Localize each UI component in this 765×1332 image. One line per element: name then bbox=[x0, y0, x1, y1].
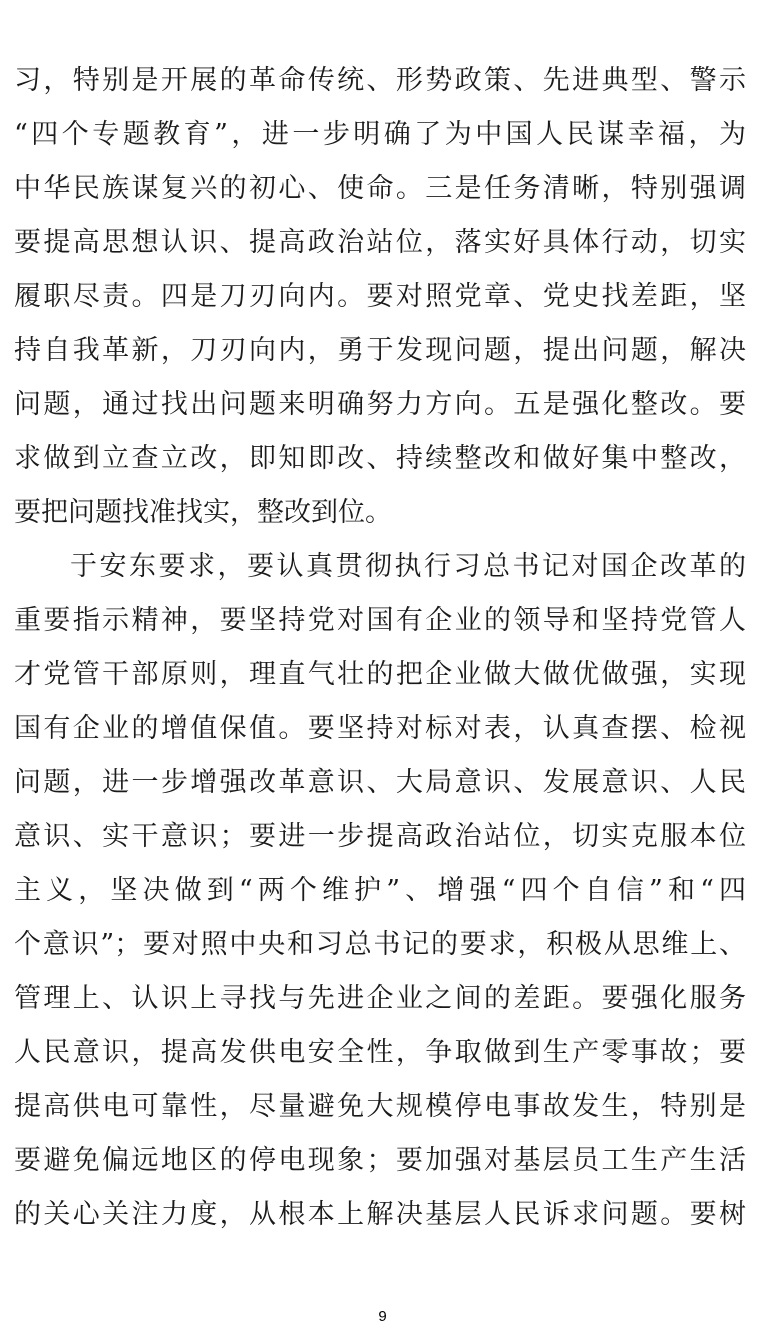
text-line: 人民意识，提高发供电安全性，争取做到生产零事故；要 bbox=[14, 1037, 746, 1068]
text-line: 的关心关注力度，从根本上解决基层人民诉求问题。要树 bbox=[14, 1199, 746, 1230]
text-line: 要避免偏远地区的停电现象；要加强对基层员工生产生活 bbox=[14, 1145, 746, 1176]
text-line: 国有企业的增值保值。要坚持对标对表，认真查摆、检视 bbox=[14, 713, 746, 744]
text-line: 求做到立查立改，即知即改、持续整改和做好集中整改， bbox=[14, 443, 746, 474]
text-line: “四个专题教育”，进一步明确了为中国人民谋幸福，为 bbox=[14, 119, 746, 150]
text-line: 习，特别是开展的革命传统、形势政策、先进典型、警示 bbox=[14, 65, 746, 96]
text-line: 履职尽责。四是刀刃向内。要对照党章、党史找差距，坚 bbox=[14, 281, 746, 312]
text-line: 问题，通过找出问题来明确努力方向。五是强化整改。要 bbox=[14, 389, 746, 420]
text-line: 提高供电可靠性，尽量避免大规模停电事故发生，特别是 bbox=[14, 1091, 746, 1122]
text-line: 问题，进一步增强改革意识、大局意识、发展意识、人民 bbox=[14, 767, 746, 798]
text-line: 中华民族谋复兴的初心、使命。三是任务清晰，特别强调 bbox=[14, 173, 746, 204]
text-line: 主义，坚决做到“两个维护”、增强“四个自信”和“四 bbox=[14, 875, 746, 906]
page-number: 9 bbox=[378, 1308, 387, 1325]
body-text bbox=[14, 54, 746, 1242]
paragraph-end-line: 要把问题找准找实，整改到位。 bbox=[14, 497, 392, 528]
text-line: 重要指示精神，要坚持党对国有企业的领导和坚持党管人 bbox=[14, 605, 746, 636]
paragraph-first-line: 于安东要求，要认真贯彻执行习总书记对国企改革的 bbox=[70, 551, 746, 582]
text-line: 要提高思想认识、提高政治站位，落实好具体行动，切实 bbox=[14, 227, 746, 258]
text-line: 个意识”；要对照中央和习总书记的要求，积极从思维上、 bbox=[14, 929, 746, 960]
text-line: 意识、实干意识；要进一步提高政治站位，切实克服本位 bbox=[14, 821, 746, 852]
text-line: 才党管干部原则，理直气壮的把企业做大做优做强，实现 bbox=[14, 659, 746, 690]
text-line: 管理上、认识上寻找与先进企业之间的差距。要强化服务 bbox=[14, 983, 746, 1014]
text-line: 持自我革新，刀刃向内，勇于发现问题，提出问题，解决 bbox=[14, 335, 746, 366]
